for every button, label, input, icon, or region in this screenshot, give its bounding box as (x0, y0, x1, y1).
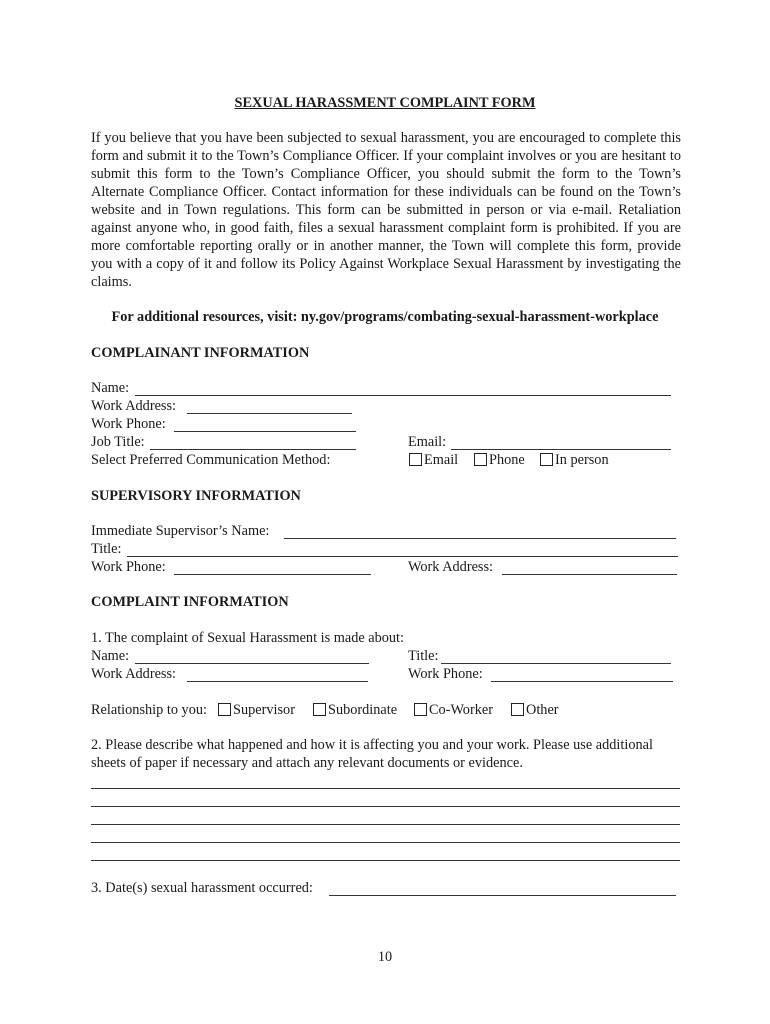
description-line[interactable] (91, 824, 680, 825)
comm-in-person-label: In person (555, 452, 609, 468)
supervisor-title-label: Title: (91, 541, 122, 557)
relationship-label: Relationship to you: (91, 702, 207, 718)
supervisory-heading: SUPERVISORY INFORMATION (91, 488, 301, 504)
relationship-other-label: Other (526, 702, 559, 718)
complainant-name-label: Name: (91, 380, 130, 396)
supervisor-work-address-field[interactable] (502, 574, 677, 575)
supervisor-title-field[interactable] (127, 556, 678, 557)
complaint-q3-text: 3. Date(s) sexual harassment occurred: (91, 880, 313, 896)
form-title: SEXUAL HARASSMENT COMPLAINT FORM (234, 95, 536, 111)
comm-phone-label: Phone (489, 452, 525, 468)
supervisor-name-label: Immediate Supervisor’s Name: (91, 523, 270, 539)
description-line[interactable] (91, 860, 680, 861)
complaint-q1-text: 1. The complaint of Sexual Harassment is made about: (91, 630, 405, 646)
comm-email-label: Email (424, 452, 459, 468)
accused-title-field[interactable] (441, 663, 671, 664)
complainant-name-field[interactable] (135, 395, 671, 396)
complainant-work-phone-label: Work Phone: (91, 416, 166, 432)
comm-method-label: Select Preferred Communication Method: (91, 452, 331, 468)
page-number: 10 (377, 949, 393, 965)
accused-name-label: Name: (91, 648, 130, 664)
relationship-subordinate-checkbox[interactable] (313, 703, 326, 716)
relationship-other-checkbox[interactable] (511, 703, 524, 716)
intro-paragraph: If you believe that you have been subjected to sexual harassment, you are encouraged to complete this form and submit it to the Town’s Compliance Officer. If your complaint involves or you are hesitant to submit this form to the Town’s Compliance Officer, you should submit the form to the Town’s Alternate Compliance Officer. Contact information for these individuals can be found on the Town’s website and in Town regulations. This form can be submitted in person or via e-mail. Retaliation against anyone who, in good faith, files a sexual harassment complaint form is prohibited. If you are more comfortable reporting orally or in another manner, the Town will complete this form, provide you with a copy of it and follow its Policy Against Workplace Sexual Harassment by investigating the claims. (91, 130, 681, 290)
accused-work-address-label: Work Address: (91, 666, 177, 682)
complaint-heading: COMPLAINT INFORMATION (91, 594, 289, 610)
supervisor-work-address-label: Work Address: (408, 559, 494, 575)
accused-name-field[interactable] (135, 663, 369, 664)
description-line[interactable] (91, 788, 680, 789)
relationship-supervisor-checkbox[interactable] (218, 703, 231, 716)
complainant-work-address-label: Work Address: (91, 398, 177, 414)
relationship-supervisor-label: Supervisor (233, 702, 295, 718)
description-line[interactable] (91, 842, 680, 843)
resources-link-text: For additional resources, visit: ny.gov/programs/combating-sexual-harassment-workplace (111, 309, 659, 325)
supervisor-work-phone-field[interactable] (174, 574, 371, 575)
supervisor-name-field[interactable] (284, 538, 676, 539)
complainant-job-title-field[interactable] (150, 449, 356, 450)
description-line[interactable] (91, 806, 680, 807)
accused-title-label: Title: (408, 648, 439, 664)
comm-email-checkbox[interactable] (409, 453, 422, 466)
comm-in-person-checkbox[interactable] (540, 453, 553, 466)
supervisor-work-phone-label: Work Phone: (91, 559, 166, 575)
complainant-job-title-label: Job Title: (91, 434, 145, 450)
complaint-q2-text: 2. Please describe what happened and how it is affecting you and your work. Please use additional sheets of paper if necessary and attach any relevant documents or evidence. (91, 737, 653, 771)
relationship-subordinate-label: Subordinate (328, 702, 398, 718)
complainant-email-label: Email: (408, 434, 447, 450)
relationship-coworker-checkbox[interactable] (414, 703, 427, 716)
complainant-work-address-field[interactable] (187, 413, 352, 414)
accused-work-phone-label: Work Phone: (408, 666, 483, 682)
accused-work-phone-field[interactable] (491, 681, 673, 682)
comm-phone-checkbox[interactable] (474, 453, 487, 466)
complainant-email-field[interactable] (451, 449, 671, 450)
accused-work-address-field[interactable] (187, 681, 368, 682)
relationship-coworker-label: Co-Worker (429, 702, 493, 718)
complainant-heading: COMPLAINANT INFORMATION (91, 345, 310, 361)
incident-dates-field[interactable] (329, 895, 676, 896)
complainant-work-phone-field[interactable] (174, 431, 356, 432)
